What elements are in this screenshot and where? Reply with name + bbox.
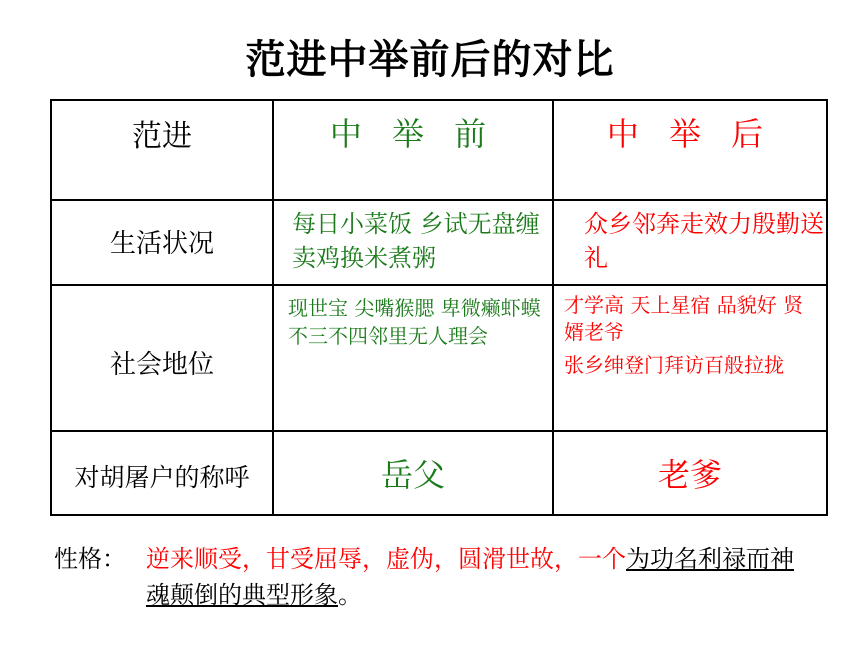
row-label-address: 对胡屠户的称呼 bbox=[74, 463, 250, 492]
header-row bbox=[51, 100, 827, 200]
summary-red-text: 逆来顺受，甘受屈辱，虚伪，圆滑世故，一个 bbox=[146, 545, 626, 573]
table-row bbox=[51, 285, 827, 431]
address-after-text: 老爹 bbox=[657, 456, 722, 494]
living-after-text: 众乡邻奔走效力殷勤送礼 bbox=[584, 210, 824, 272]
after-cell bbox=[553, 200, 827, 285]
summary-label: 性格： bbox=[54, 545, 126, 573]
after-cell bbox=[553, 285, 827, 431]
character-summary bbox=[54, 541, 814, 613]
corner-cell bbox=[51, 100, 273, 200]
before-cell bbox=[273, 200, 553, 285]
summary-body bbox=[146, 541, 802, 613]
row-label-living: 生活状况 bbox=[109, 229, 214, 259]
before-cell bbox=[273, 285, 553, 431]
before-header-cell bbox=[273, 100, 553, 200]
before-header: 中 举 前 bbox=[329, 115, 497, 153]
row-label-cell bbox=[51, 200, 273, 285]
after-header: 中 举 后 bbox=[606, 115, 774, 153]
status-before-text: 现世宝 尖嘴猴腮 卑微癞虾蟆 不三不四邻里无人理会 bbox=[288, 296, 541, 348]
after-header-cell bbox=[553, 100, 827, 200]
corner-label: 范进 bbox=[132, 119, 192, 154]
status-after-text-1: 才学高 天上星宿 品貌好 贤婿老爷 bbox=[564, 293, 804, 344]
living-before-text: 每日小菜饭 乡试无盘缠 卖鸡换米煮粥 bbox=[292, 210, 540, 272]
table-row bbox=[51, 200, 827, 285]
page-title: 范进中举前后的对比 bbox=[245, 37, 615, 83]
address-before-text: 岳父 bbox=[380, 456, 445, 494]
before-cell bbox=[273, 431, 553, 515]
summary-end: 。 bbox=[338, 581, 362, 609]
row-label-cell bbox=[51, 431, 273, 515]
table-row bbox=[51, 431, 827, 515]
after-cell bbox=[553, 431, 827, 515]
summary-underlined-text: 为功名利禄而神魂颠倒的典型形象 bbox=[146, 545, 794, 609]
comparison-table bbox=[50, 99, 828, 516]
status-after-block bbox=[554, 286, 826, 379]
row-label-status: 社会地位 bbox=[109, 350, 214, 380]
status-after-text-2: 张乡绅登门拜访百般拉拢 bbox=[564, 353, 784, 377]
row-label-cell bbox=[51, 285, 273, 431]
